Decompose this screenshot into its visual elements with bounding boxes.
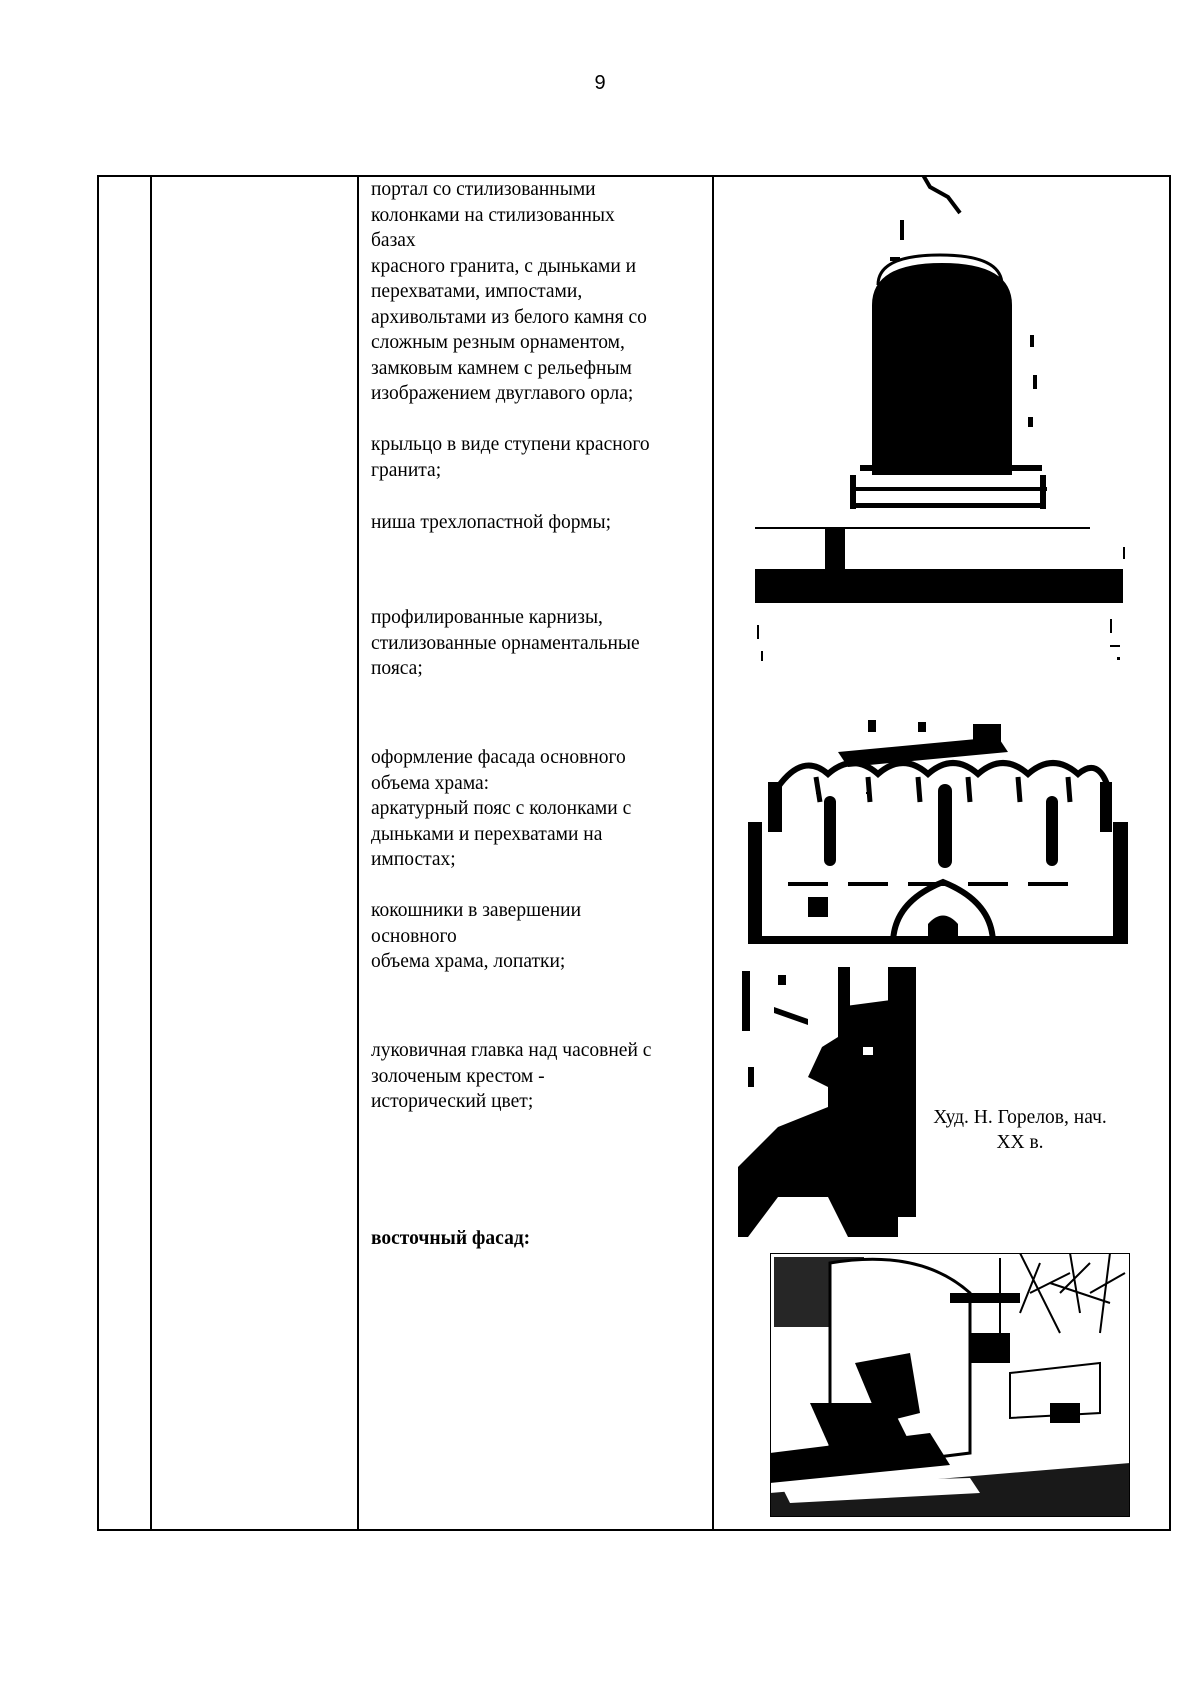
niche-description [371,510,711,536]
text-line: гранита; [371,459,442,481]
table-column-divider [357,177,359,1529]
text-line: изображением двуглавого орла; [371,383,634,404]
text-line: перехватами, импостами, [371,281,583,302]
text-line: оформление фасада основного [371,747,626,768]
text-line: портал со стилизованными [371,179,596,200]
portal-photo [830,175,1050,510]
text-line: золоченым крестом - [371,1065,545,1087]
caption-line: XX в. [996,1132,1044,1153]
text-line: импостах; [371,849,456,870]
east-facade-heading [371,1226,711,1252]
text-line: дыньками и перехватами на [371,823,603,845]
table-column-divider [712,177,714,1529]
text-line: объема храма, лопатки; [371,951,566,972]
cornices-description [371,605,711,682]
text-line: основного [371,925,457,947]
dome-description [371,1038,711,1115]
kokoshniki-description [371,898,711,975]
text-line: ниша трехлопастной формы; [371,512,612,533]
photo-caption [910,1105,1130,1155]
porch-description [371,432,711,483]
text-line: замковым камнем с рельефным [371,357,632,379]
text-line: исторический цвет; [371,1091,534,1112]
text-line: базах [371,230,416,251]
dome-photo [738,967,916,1237]
portal-description [371,177,711,407]
text-line: аркатурный пояс с колонками с [371,798,632,819]
text-line: колонками на стилизованных [371,204,615,226]
caption-line: Худ. Н. Горелов, нач. [933,1107,1107,1128]
table-column-divider [150,177,152,1529]
text-line: объема храма: [371,772,490,794]
text-line: сложным резным орнаментом, [371,332,625,353]
text-line: стилизованные орнаментальные [371,632,640,654]
facade-description [371,745,711,873]
cornice-photo [755,527,1125,667]
east-facade-photo [770,1253,1130,1517]
text-line: профилированные карнизы, [371,607,603,628]
text-line: красного гранита, с дыньками и [371,255,637,277]
facade-photo [748,712,1128,944]
text-line: кокошники в завершении [371,900,582,921]
text-line: пояса; [371,658,423,679]
text-line: луковичная главка над часовней с [371,1040,652,1061]
text-line: архивольтами из белого камня со [371,306,647,328]
text-line: крыльцо в виде ступени красного [371,434,650,455]
section-heading: восточный фасад: [371,1228,531,1249]
page-number: 9 [594,72,606,94]
